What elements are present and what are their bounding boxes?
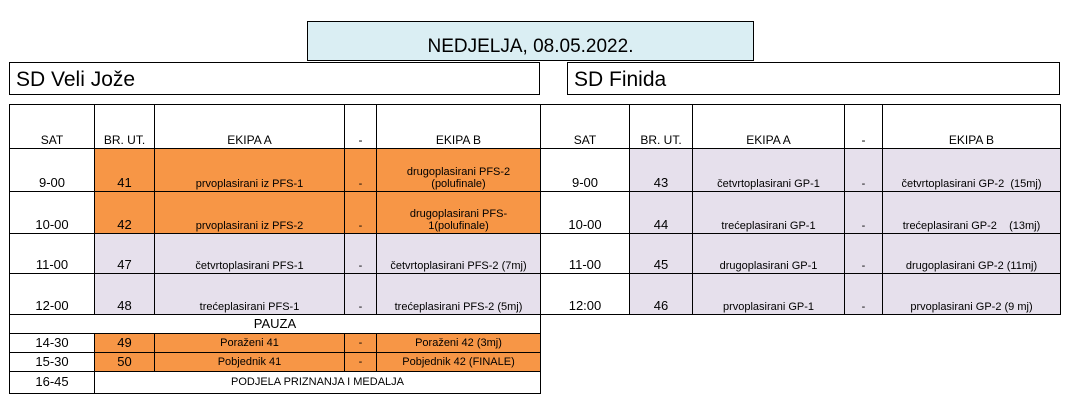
cell-sat: 9-00	[10, 149, 95, 192]
header-br-ut: BR. UT.	[95, 105, 155, 149]
cell-dash: -	[845, 234, 883, 274]
cell-br: 49	[95, 334, 155, 353]
cell-ekipa-a: četvrtoplasirani PFS-1	[155, 234, 345, 274]
cell-ekipa-b: drugoplasirani PFS-2 (polufinale)	[377, 149, 541, 192]
cell-ekipa-a: trećeplasirani GP-1	[693, 192, 845, 234]
table-row	[541, 234, 1061, 274]
cell-br: 43	[630, 149, 693, 192]
cell-ekipa-b: četvrtoplasirani PFS-2 (7mj)	[377, 234, 541, 274]
final-row	[10, 372, 541, 394]
cell-dash: -	[345, 192, 377, 234]
cell-sat: 11-00	[541, 234, 630, 274]
cell-ekipa-a: trećeplasirani PFS-1	[155, 274, 345, 315]
cell-ekipa-b: četvrtoplasirani GP-2 (15mj)	[883, 149, 1061, 192]
schedule-left	[9, 104, 541, 394]
cell-br: 48	[95, 274, 155, 315]
cell-sat: 16-45	[10, 372, 95, 394]
table-row	[10, 149, 541, 192]
day-title: NEDJELJA, 08.05.2022.	[307, 21, 754, 61]
cell-sat: 9-00	[541, 149, 630, 192]
header-br-ut: BR. UT.	[630, 105, 693, 149]
cell-ekipa-a: drugoplasirani GP-1	[693, 234, 845, 274]
cell-ekipa-b: drugoplasirani GP-2 (11mj)	[883, 234, 1061, 274]
cell-ekipa-b: Poraženi 42 (3mj)	[377, 334, 541, 353]
table-row	[541, 192, 1061, 234]
cell-sat: 11-00	[10, 234, 95, 274]
cell-br: 47	[95, 234, 155, 274]
header-row	[10, 105, 541, 149]
header-ekipa-b: EKIPA B	[883, 105, 1061, 149]
cell-dash: -	[345, 149, 377, 192]
cell-br: 41	[95, 149, 155, 192]
venue-right: SD Finida	[567, 62, 1060, 95]
header-dash: -	[345, 105, 377, 149]
header-ekipa-a: EKIPA A	[155, 105, 345, 149]
cell-br: 46	[630, 274, 693, 315]
cell-br: 44	[630, 192, 693, 234]
cell-sat: 10-00	[10, 192, 95, 234]
table-row	[10, 334, 541, 353]
pauza-row	[10, 315, 541, 334]
cell-sat: 14-30	[10, 334, 95, 353]
cell-sat: 10-00	[541, 192, 630, 234]
cell-dash: -	[845, 192, 883, 234]
cell-br: 45	[630, 234, 693, 274]
cell-ekipa-b: prvoplasirani GP-2 (9 mj)	[883, 274, 1061, 315]
cell-dash: -	[345, 274, 377, 315]
cell-ekipa-b: Pobjednik 42 (FINALE)	[377, 353, 541, 372]
cell-ekipa-a: Poraženi 41	[155, 334, 345, 353]
cell-ekipa-a: prvoplasirani iz PFS-1	[155, 149, 345, 192]
cell-ekipa-a: četvrtoplasirani GP-1	[693, 149, 845, 192]
cell-dash: -	[845, 274, 883, 315]
table-row	[10, 353, 541, 372]
header-dash: -	[845, 105, 883, 149]
table-row	[10, 192, 541, 234]
table-row	[541, 274, 1061, 315]
ceremony-label: PODJELA PRIZNANJA I MEDALJA	[95, 372, 541, 394]
venue-left: SD Veli Jože	[9, 62, 540, 95]
cell-ekipa-b: trećeplasirani GP-2 (13mj)	[883, 192, 1061, 234]
cell-dash: -	[345, 353, 377, 372]
pauza-label: PAUZA	[10, 315, 541, 334]
header-sat: SAT	[541, 105, 630, 149]
cell-sat: 12:00	[541, 274, 630, 315]
cell-dash: -	[345, 234, 377, 274]
cell-ekipa-b: drugoplasirani PFS-1(polufinale)	[377, 192, 541, 234]
cell-dash: -	[845, 149, 883, 192]
cell-ekipa-a: prvoplasirani iz PFS-2	[155, 192, 345, 234]
header-row	[541, 105, 1061, 149]
cell-ekipa-a: Pobjednik 41	[155, 353, 345, 372]
table-row	[10, 234, 541, 274]
header-ekipa-a: EKIPA A	[693, 105, 845, 149]
cell-br: 50	[95, 353, 155, 372]
header-sat: SAT	[10, 105, 95, 149]
table-row	[541, 149, 1061, 192]
cell-sat: 15-30	[10, 353, 95, 372]
cell-br: 42	[95, 192, 155, 234]
table-row	[10, 274, 541, 315]
cell-ekipa-b: trećeplasirani PFS-2 (5mj)	[377, 274, 541, 315]
cell-dash: -	[345, 334, 377, 353]
cell-ekipa-a: prvoplasirani GP-1	[693, 274, 845, 315]
cell-sat: 12-00	[10, 274, 95, 315]
header-ekipa-b: EKIPA B	[377, 105, 541, 149]
schedule-right	[540, 104, 1061, 315]
